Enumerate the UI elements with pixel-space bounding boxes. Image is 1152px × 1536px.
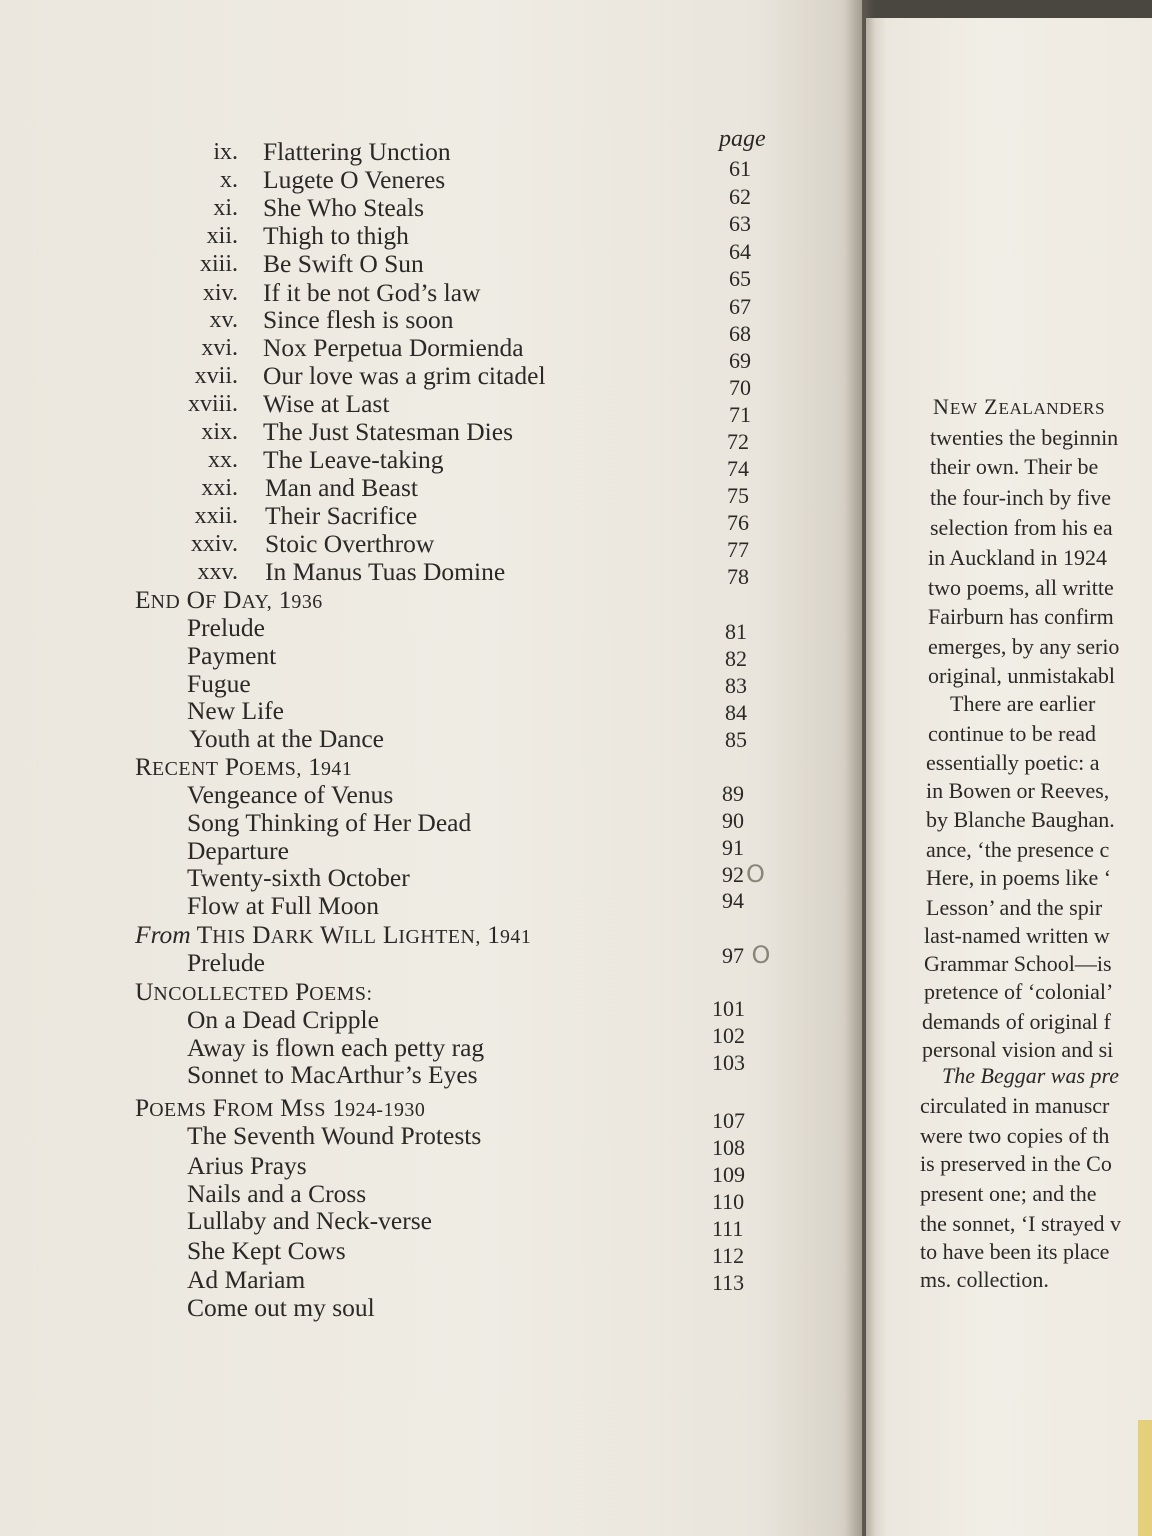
page-number: 107 [712,1108,745,1133]
section-heading-text: END OF DAY, 1936 [135,585,323,614]
page-number: 101 [712,996,745,1021]
toc-entry: Away is flown each petty rag [187,1033,485,1062]
page-number: 103 [712,1050,745,1075]
show-through-text [540,260,544,277]
section-heading [135,753,352,783]
toc-entry: Sonnet to MacArthur’s Eyes [187,1060,478,1089]
page-number: 97 [722,943,744,968]
intro-line: is preserved in the Co [920,1151,1112,1176]
intro-line: personal vision and si [922,1037,1114,1062]
book-cover-edge [1138,1420,1152,1536]
page-number: 82 [725,646,747,671]
section-heading [135,586,323,616]
page-number: 67 [729,294,751,319]
toc-entry: Our love was a grim citadel [263,361,546,390]
toc-entry: Payment [187,641,277,670]
intro-line: ance, ‘the presence c [926,837,1110,862]
intro-line: emerges, by any serio [928,634,1120,659]
page-number: 61 [729,156,751,181]
page-number: 81 [725,619,747,644]
entry-number: xi. [213,195,238,221]
pen-mark: O [751,941,771,969]
entry-number: xix. [201,419,238,445]
entry-number: x. [220,167,238,193]
section-heading-italic: From [135,920,191,949]
toc-entry: Prelude [187,613,265,642]
entry-number: xiv. [202,280,238,306]
toc-entry: On a Dead Cripple [187,1005,379,1034]
intro-line: There are earlier [950,691,1096,716]
intro-line: the sonnet, ‘I strayed v [920,1211,1121,1236]
toc-entry: Since flesh is soon [263,305,454,334]
page-number: 76 [727,510,749,535]
page-number: 83 [725,673,747,698]
intro-line: the four-inch by five [930,485,1111,510]
toc-entry: In Manus Tuas Domine [265,557,506,586]
page-number: 108 [712,1135,745,1160]
intro-line: ms. collection. [920,1267,1049,1292]
section-heading-text: UNCOLLECTED POEMS: [135,977,373,1006]
toc-entry: Lugete O Veneres [263,165,446,194]
page-number: 64 [729,239,751,264]
section-heading [135,1094,425,1124]
intro-line-text: The Beggar was pre [942,1063,1120,1088]
page-number: 71 [729,402,751,427]
entry-number: xviii. [187,391,238,417]
toc-entry: Come out my soul [187,1293,375,1322]
intro-line: Lesson’ and the spir [926,895,1103,920]
page-number: 69 [729,348,751,373]
toc-entry: The Leave-taking [263,445,444,474]
page-number: 68 [729,321,751,346]
page-number: 85 [725,727,747,752]
intro-line: Here, in poems like ‘ [926,865,1112,890]
intro-line: Grammar School—is [924,951,1112,976]
section-heading-text: THIS DARK WILL LIGHTEN, 1941 [196,920,532,949]
intro-line: twenties the beginnin [930,425,1119,450]
page-number: 63 [729,211,751,236]
toc-entry: New Life [187,696,284,725]
page-number: 112 [712,1243,745,1268]
intro-line: present one; and the [920,1181,1097,1206]
intro-line: their own. Their be [930,454,1099,479]
toc-entry: Prelude [187,948,265,977]
page-number: 72 [727,429,749,454]
toc-entry: She Kept Cows [187,1236,346,1265]
entry-number: xv. [209,307,238,333]
toc-entry: Flattering Unction [263,137,451,166]
toc-entry: Ad Mariam [187,1265,306,1294]
entry-number: xvii. [194,363,238,389]
page-number: 89 [722,781,744,806]
page-number: 70 [729,375,751,400]
entry-number: xii. [206,223,238,249]
entry-number: xiii. [199,251,238,277]
page-number: 78 [727,564,749,589]
toc-entry: Stoic Overthrow [265,529,435,558]
page-number: 65 [729,266,751,291]
page-number-with-mark [722,861,765,888]
page-number: 109 [712,1162,745,1187]
toc-entry: Nox Perpetua Dormienda [263,333,524,362]
toc-entry: Their Sacrifice [265,501,418,530]
intro-line: demands of original f [922,1009,1111,1034]
intro-line: Fairburn has confirm [928,604,1114,629]
toc-entry: If it be not God’s law [263,278,481,307]
toc-entry: Nails and a Cross [187,1179,367,1208]
book-gutter [845,0,875,1536]
intro-line: original, unmistakabl [928,663,1115,688]
toc-entry: Fugue [187,669,251,698]
intro-line: two poems, all writte [928,575,1114,600]
toc-entry: Man and Beast [265,473,418,502]
intro-line: by Blanche Baughan. [926,807,1115,832]
toc-entry: Be Swift O Sun [263,249,424,278]
toc-entry: Arius Prays [187,1151,307,1180]
intro-line: pretence of ‘colonial’ [924,979,1114,1004]
page-number: 62 [729,184,751,209]
section-heading [135,978,373,1008]
page-number: 84 [725,700,747,725]
entry-number: xxi. [201,475,238,501]
intro-line: in Auckland in 1924 [928,545,1108,570]
toc-entry: Youth at the Dance [189,724,384,753]
entry-number: xxii. [194,503,238,529]
pen-mark: O [746,860,765,888]
toc-entry: She Who Steals [263,193,425,222]
page-number-with-mark [722,942,770,969]
toc-entry: Vengeance of Venus [187,780,394,809]
intro-heading: NEW ZEALANDERS [933,394,1106,419]
entry-number: xxv. [197,559,238,585]
toc-entry: Song Thinking of Her Dead [187,808,472,837]
intro-line: to have been its place [920,1239,1110,1264]
page-number: 75 [727,483,749,508]
toc-entry: Thigh to thigh [263,221,409,250]
page-number: 94 [722,888,744,913]
toc-entry: Departure [187,836,289,865]
entry-number: xx. [208,447,238,473]
toc-entry: The Seventh Wound Protests [187,1121,482,1150]
intro-line [942,1062,1152,1090]
page-number: 91 [722,835,744,860]
intro-line: circulated in manuscr [920,1093,1110,1118]
page-column-heading: page [719,126,766,152]
toc-entry: The Just Statesman Dies [263,417,514,446]
entry-number: xxiv. [190,531,238,557]
intro-line: were two copies of th [920,1123,1110,1148]
page-number: 113 [712,1270,745,1295]
page-number: 77 [727,537,749,562]
page-number: 74 [727,456,749,481]
page-number: 102 [712,1023,745,1048]
intro-line: last-named written w [924,923,1110,948]
section-heading [135,921,531,951]
toc-entry: Twenty-sixth October [187,863,410,892]
intro-line: essentially poetic: a [926,750,1100,775]
page-number: 110 [712,1189,745,1214]
section-heading-text: RECENT POEMS, 1941 [135,752,353,781]
intro-line: continue to be read [928,721,1096,746]
toc-entry: Wise at Last [263,389,390,418]
intro-line: in Bowen or Reeves, [926,778,1110,803]
intro-line: selection from his ea [930,515,1113,540]
page-number: 92 [722,862,744,887]
toc-entry: Flow at Full Moon [187,891,379,920]
toc-entry: Lullaby and Neck-verse [187,1206,432,1235]
section-heading-text: POEMS FROM MSS 1924-1930 [135,1093,426,1122]
page-number: 90 [722,808,744,833]
entry-number: ix. [213,139,238,165]
entry-number: xvi. [201,335,238,361]
page-number: 111 [712,1216,744,1241]
